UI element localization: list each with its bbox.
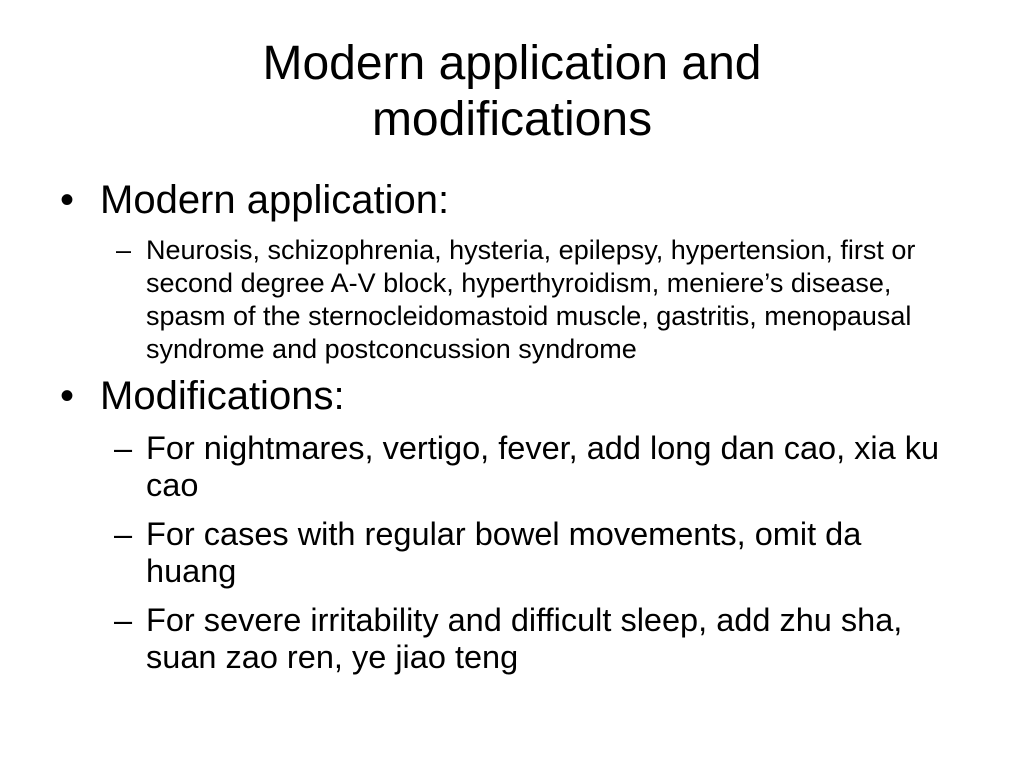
- sub-item-text: For severe irritability and difficult sleep, add zhu sha, suan zao ren, ye jiao teng: [146, 602, 903, 675]
- dash-icon: –: [114, 516, 133, 552]
- bullet-modern-application: [60, 178, 960, 222]
- slide-title: [0, 36, 1024, 148]
- bullet-icon: •: [60, 178, 75, 222]
- bullet-modifications: [60, 374, 960, 418]
- dash-icon: –: [114, 602, 133, 638]
- slide-body: [60, 178, 960, 676]
- sub-item-text: For nightmares, vertigo, fever, add long dan cao, xia ku cao: [146, 430, 940, 503]
- sub-item-conditions: [116, 234, 960, 366]
- sub-item-irritability: [114, 602, 960, 676]
- sub-item-bowel-movements: [114, 516, 960, 590]
- bullet-icon: •: [60, 374, 75, 418]
- bullet-heading: Modifications:: [100, 374, 345, 418]
- slide-title-line-2: modifications: [371, 93, 653, 146]
- bullet-heading: Modern application:: [100, 178, 450, 222]
- sub-item-text: Neurosis, schizophrenia, hysteria, epilepsy, hypertension, first or second degree A-V block, hyperthyroidism, meniere’s disease, spasm of the sternocleidomastoid muscle, gastritis, menopausal syndrome and postconcussion syndrome: [146, 235, 916, 364]
- dash-icon: –: [114, 430, 133, 466]
- dash-icon: –: [116, 235, 132, 265]
- sub-item-nightmares: [114, 430, 960, 504]
- slide-title-line-1: Modern application and: [262, 37, 762, 90]
- sub-item-text: For cases with regular bowel movements, omit da huang: [146, 516, 862, 589]
